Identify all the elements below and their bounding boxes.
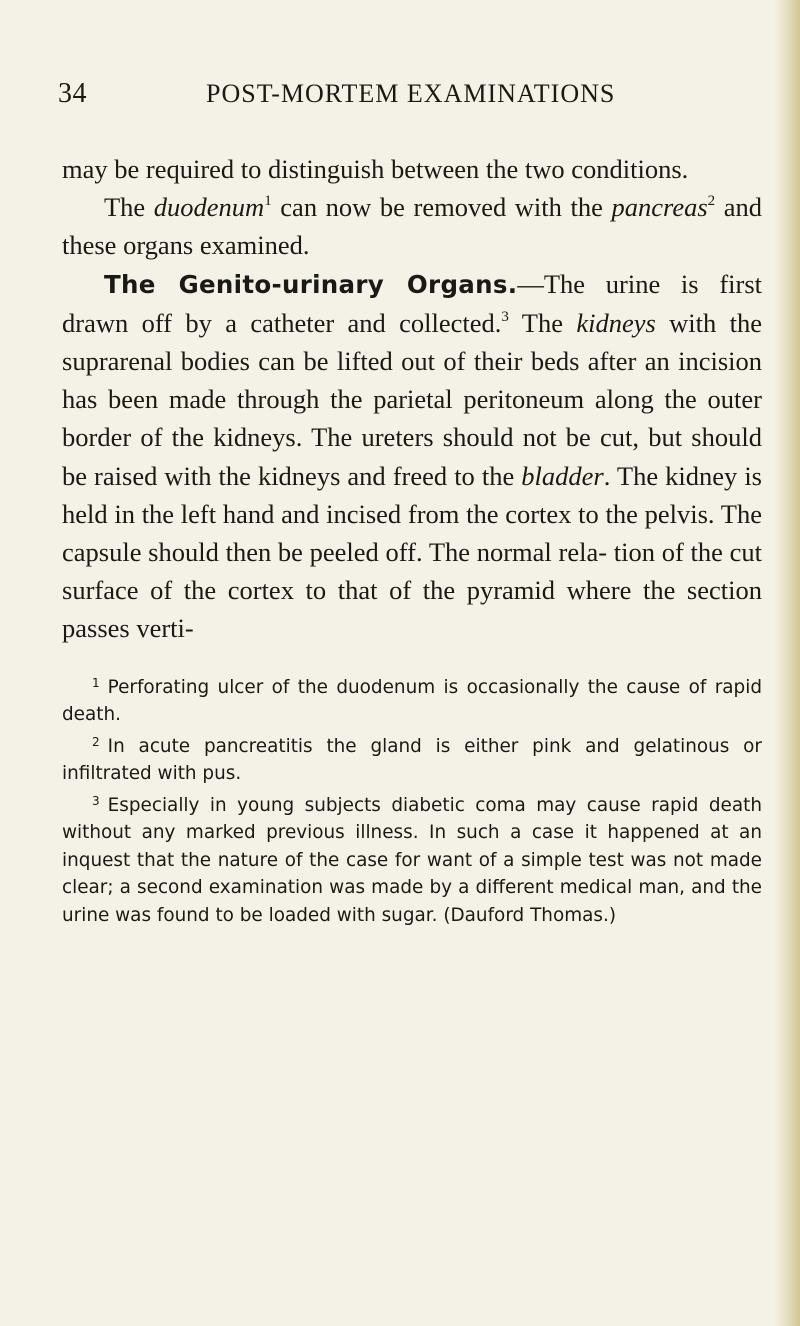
- footnote-2-mark: 2: [92, 734, 100, 749]
- paragraph-3-part-d: . The kidney is held in the left hand and incised from the cortex to the pelvis. The capsule should then be peeled off. The normal rela- tion of the cut surface of the cortex to that of the pyramid where the section passes verti-: [62, 460, 762, 644]
- paragraph-2-end: and these organs examined.: [62, 192, 763, 261]
- page-number: 34: [58, 78, 87, 109]
- footnote-3-mark: 3: [92, 793, 100, 808]
- paragraph-3-part-a: —The urine is first drawn off by a catheter and collected.: [62, 268, 763, 338]
- term-kidneys: kidneys: [576, 307, 656, 338]
- footnote-ref-3: 3: [501, 308, 509, 325]
- footnote-ref-1: 1: [264, 193, 272, 210]
- section-heading-genito-urinary: The Genito-urinary Organs.: [104, 269, 518, 299]
- term-bladder: bladder: [521, 460, 604, 491]
- footnote-2-text: In acute pancreatitis the gland is either pink and gelatinous or infiltrated with pus.: [62, 735, 762, 785]
- main-text: [62, 150, 762, 648]
- footnotes: [62, 670, 762, 930]
- running-header: [58, 78, 764, 122]
- paragraph-2: [62, 188, 762, 264]
- paragraph-2-middle: can now be removed with the: [271, 192, 612, 223]
- paragraph-3-part-c: with the suprarenal bodies can be lifted out of their beds after an incision has been made through the parietal peritoneum along the outer border of the kidneys. The ureters should not be cut, but should be raised with the kidneys and freed to the: [62, 307, 762, 491]
- footnote-1-text: Perforating ulcer of the duodenum is occasionally the cause of rapid death.: [62, 676, 762, 726]
- paragraph-1: may be required to distinguish between the two conditions.: [62, 154, 689, 184]
- term-duodenum: duodenum: [153, 192, 265, 223]
- term-pancreas: pancreas: [611, 192, 708, 223]
- book-page: [58, 78, 764, 929]
- footnote-ref-2: 2: [707, 193, 716, 210]
- running-title: POST-MORTEM EXAMINATIONS: [206, 79, 616, 108]
- footnote-3: [62, 788, 762, 930]
- paragraph-3-part-b: The: [508, 307, 577, 338]
- page-edge-stain: [774, 0, 800, 1326]
- footnote-3-text: Especially in young subjects diabetic coma may cause rapid death without any marked previous illness. In such a case it happened at an inquest that the nature of the case for want of a simple test was not made clear; a second examination was made by a different medical man, and the urine was found to be loaded with sugar. (Dauford Thomas.): [62, 794, 762, 926]
- footnote-1: [62, 670, 762, 729]
- paragraph-2-start: The: [104, 192, 154, 223]
- paragraph-3: [62, 265, 762, 648]
- footnote-1-mark: 1: [92, 675, 100, 690]
- footnote-2: [62, 729, 762, 788]
